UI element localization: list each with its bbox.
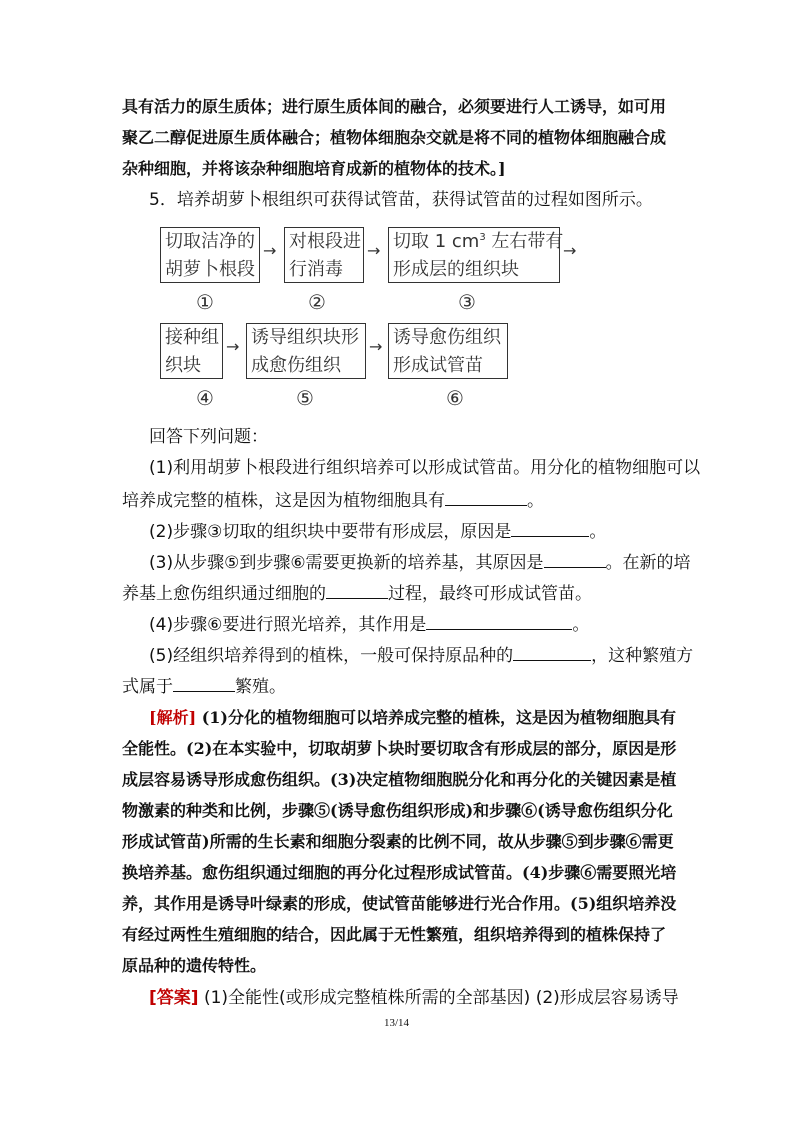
arrow-2: → <box>367 241 381 260</box>
answer-blank-3a[interactable] <box>544 549 606 568</box>
subquestion-3-line-2 <box>122 580 592 606</box>
q3-text-a-end: 。在新的培 <box>605 553 691 573</box>
page-number: 13/14 <box>383 1017 410 1029</box>
analysis-line-5: 形成试管苗)所需的生长素和细胞分裂素的比例不同，故从步骤⑤到步骤⑥需更 <box>122 832 674 851</box>
step-3-text-a: 切取 1 cm <box>393 231 480 252</box>
arrow-4: → <box>226 337 240 356</box>
answer-blank-5b[interactable] <box>173 673 235 692</box>
step-box-3 <box>388 227 564 283</box>
answer-blank-5a[interactable] <box>513 642 591 661</box>
subquestion-1-line-2 <box>122 487 544 513</box>
step-box-1: 切取洁净的 胡萝卜根段 <box>160 227 260 283</box>
subquestion-5-line-1 <box>149 642 693 668</box>
step-3-superscript: 3 <box>479 232 486 243</box>
analysis-line-4: 物激素的种类和比例，步骤⑤(诱导愈伤组织形成)和步骤⑥(诱导愈伤组织分化 <box>122 801 673 820</box>
q5-text-a: (5)经组织培养得到的植株，一般可保持原品种的 <box>149 646 514 666</box>
q1-end: 。 <box>527 491 544 511</box>
answer-blank-3b[interactable] <box>326 580 388 599</box>
q4-text: (4)步骤⑥要进行照光培养，其作用是 <box>149 615 427 635</box>
subquestion-1-line-1: (1)利用胡萝卜根段进行组织培养可以形成试管苗。用分化的植物细胞可以 <box>149 458 701 478</box>
q3-text-b-end: 过程，最终可形成试管苗。 <box>388 584 592 604</box>
step-number-4: ④ <box>196 386 214 410</box>
analysis-line-8: 有经过两性生殖细胞的结合，因此属于无性繁殖，组织培养得到的植株保持了 <box>122 925 667 944</box>
q5-text-b: 式属于 <box>122 677 173 697</box>
q5-text-b-end: 繁殖。 <box>235 677 286 697</box>
step-3-text-b: 左右带有 形成层的组织块 <box>393 231 564 280</box>
analysis-tag: [解析] <box>149 708 197 727</box>
arrow-5: → <box>369 337 383 356</box>
arrow-1: → <box>263 241 277 260</box>
subquestion-5-line-2 <box>122 673 286 699</box>
step-box-5: 诱导组织块形 成愈伤组织 <box>246 323 366 379</box>
prev-line-1: 具有活力的原生质体；进行原生质体间的融合，必须要进行人工诱导，如可用 <box>122 97 667 116</box>
analysis-line-6: 换培养基。愈伤组织通过细胞的再分化过程形成试管苗。(4)步骤⑥需要照光培 <box>122 863 677 882</box>
q4-end: 。 <box>572 615 590 635</box>
step-number-2: ② <box>308 290 326 314</box>
prev-line-2: 聚乙二醇促进原生质体融合；植物体细胞杂交就是将不同的植物体细胞融合成 <box>122 128 667 147</box>
q2-text: (2)步骤③切取的组织块中要带有形成层，原因是 <box>149 522 512 542</box>
answer-text: (1)全能性(或形成完整植株所需的全部基因) (2)形成层容易诱导 <box>198 988 679 1008</box>
answer-blank-1[interactable] <box>445 487 527 506</box>
analysis-line-2: 全能性。(2)在本实验中，切取胡萝卜块时要切取含有形成层的部分，原因是形 <box>122 739 677 758</box>
q2-end: 。 <box>589 522 607 542</box>
subquestion-3-line-1 <box>149 549 691 575</box>
answer-blank-4[interactable] <box>426 611 572 630</box>
subquestion-2 <box>149 518 606 544</box>
q1-text: 培养成完整的植株，这是因为植物细胞具有 <box>122 491 445 511</box>
analysis-line-9: 原品种的遗传特性。 <box>122 956 267 975</box>
q3-text-a: (3)从步骤⑤到步骤⑥需要更换新的培养基，其原因是 <box>149 553 544 573</box>
analysis-text-1: (1)分化的植物细胞可以培养成完整的植株，这是因为植物细胞具有 <box>196 708 677 727</box>
q3-text-b: 养基上愈伤组织通过细胞的 <box>122 584 326 604</box>
answer-tag: [答案] <box>149 988 199 1008</box>
analysis-line-3: 成层容易诱导形成愈伤组织。(3)决定植物细胞脱分化和再分化的关键因素是植 <box>122 770 677 789</box>
prompt-text: 回答下列问题： <box>149 427 268 447</box>
step-number-3: ③ <box>458 290 476 314</box>
q5-text-a-end: ，这种繁殖方 <box>591 646 694 666</box>
analysis-line-7: 养，其作用是诱导叶绿素的形成，使试管苗能够进行光合作用。(5)组织培养没 <box>122 894 677 913</box>
analysis-line-1 <box>149 706 676 730</box>
step-number-5: ⑤ <box>296 386 314 410</box>
step-box-6: 诱导愈伤组织 形成试管苗 <box>388 323 508 379</box>
subquestion-4 <box>149 611 589 637</box>
step-number-6: ⑥ <box>446 386 464 410</box>
prev-line-3: 杂种细胞，并将该杂种细胞培育成新的植物体的技术。] <box>122 159 506 178</box>
step-box-2: 对根段进 行消毒 <box>284 227 364 283</box>
answer-blank-2[interactable] <box>511 518 589 537</box>
step-number-1: ① <box>196 290 214 314</box>
step-box-4: 接种组 织块 <box>160 323 223 379</box>
answer-line <box>149 986 679 1010</box>
question-stem: 5．培养胡萝卜根组织可获得试管苗，获得试管苗的过程如图所示。 <box>149 190 653 210</box>
arrow-3: → <box>563 241 577 260</box>
